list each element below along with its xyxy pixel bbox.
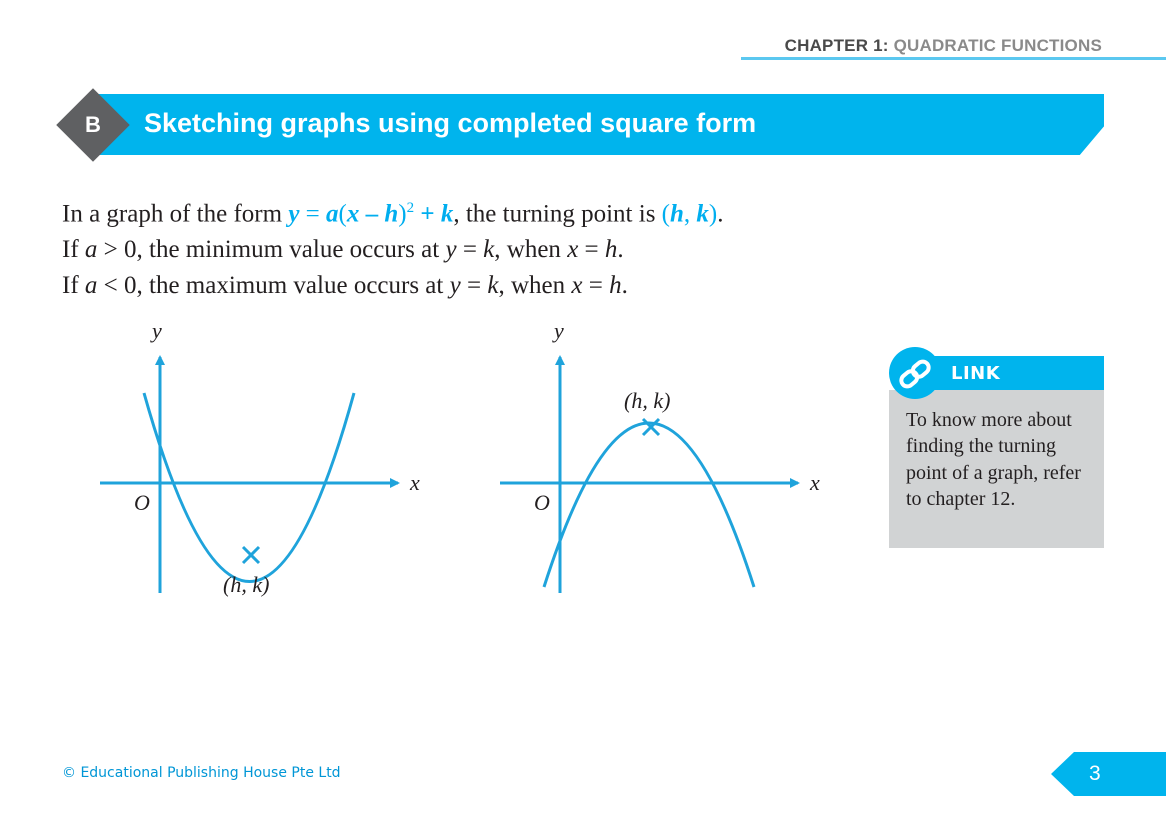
formula-a: a — [326, 200, 339, 228]
text-fragment: In a graph of the form — [62, 200, 289, 228]
point-label: (h, k) — [624, 388, 671, 413]
parabola-curve — [544, 423, 754, 587]
graph-minimum-svg — [90, 315, 440, 615]
text-fragment: , the turning point is — [453, 200, 662, 228]
text-fragment: If — [62, 272, 85, 300]
point-comma: , — [683, 200, 697, 228]
link-text: To know more about finding the turning point of a graph, refer to chapter 12. — [906, 409, 1081, 510]
formula-rparen: ) — [398, 200, 407, 228]
body-line-2 — [62, 232, 723, 268]
header-rule — [741, 57, 1166, 60]
text-fragment: , when — [498, 272, 572, 300]
link-header — [915, 356, 1104, 390]
text-fragment: = — [460, 272, 488, 300]
turning-point-marker — [243, 547, 259, 563]
text-fragment: = — [578, 236, 605, 264]
point-k: k — [696, 200, 709, 228]
graph-maximum-svg — [490, 315, 840, 615]
text-fragment: If — [62, 236, 85, 264]
origin-label: O — [134, 490, 150, 515]
chain-link-icon — [896, 355, 934, 393]
link-label: LINK — [951, 363, 1001, 384]
x-axis-label: x — [810, 470, 820, 495]
text-fragment: . — [617, 236, 624, 264]
body-line-1 — [62, 190, 723, 232]
point-open: ( — [661, 200, 670, 228]
text-fragment: . — [621, 272, 628, 300]
formula-minus: – — [359, 200, 385, 228]
text-fragment: = — [582, 272, 610, 300]
text-fragment: . — [717, 200, 724, 228]
point-label: (h, k) — [223, 572, 270, 597]
graph-maximum — [490, 315, 840, 620]
text-fragment: < 0, the maximum value occurs at — [97, 272, 450, 300]
formula-lparen: ( — [338, 200, 347, 228]
chapter-header — [785, 36, 1102, 56]
origin-label: O — [534, 490, 550, 515]
graph-minimum — [90, 315, 440, 620]
text-fragment: , when — [494, 236, 568, 264]
var-a: a — [84, 236, 98, 264]
body-text — [62, 190, 723, 304]
y-axis-label: y — [152, 318, 162, 343]
formula-y: y — [288, 200, 300, 228]
formula-k: k — [440, 200, 454, 228]
var-k: k — [483, 236, 495, 264]
x-axis-label: x — [410, 470, 420, 495]
chapter-name: QUADRATIC FUNCTIONS — [893, 36, 1102, 55]
turning-point-marker — [643, 419, 659, 435]
chapter-number: CHAPTER 1: — [784, 36, 889, 55]
var-x: x — [571, 272, 583, 300]
var-a: a — [84, 272, 98, 300]
page-number-tab — [1051, 752, 1166, 796]
formula-exponent: 2 — [406, 200, 415, 216]
formula-plus: + — [414, 200, 441, 228]
footer-copyright: © Educational Publishing House Pte Ltd — [62, 765, 341, 781]
var-k: k — [487, 272, 499, 300]
section-title: Sketching graphs using completed square form — [144, 108, 757, 138]
var-h: h — [604, 236, 618, 264]
text-fragment: = — [456, 236, 484, 264]
formula-equals: = — [299, 200, 327, 228]
y-axis-label: y — [554, 318, 564, 343]
text-fragment: > 0, the minimum value occurs at — [97, 236, 446, 264]
formula-x: x — [346, 200, 360, 228]
var-h: h — [609, 272, 622, 300]
var-y: y — [449, 272, 461, 300]
link-box — [889, 355, 1104, 548]
point-close: ) — [708, 200, 718, 228]
body-line-3 — [62, 268, 723, 304]
section-badge-letter: B — [85, 112, 101, 137]
formula-h: h — [384, 200, 399, 228]
point-h: h — [670, 200, 684, 228]
var-y: y — [445, 236, 457, 264]
var-x: x — [567, 236, 579, 264]
page-number: 3 — [1089, 762, 1101, 785]
